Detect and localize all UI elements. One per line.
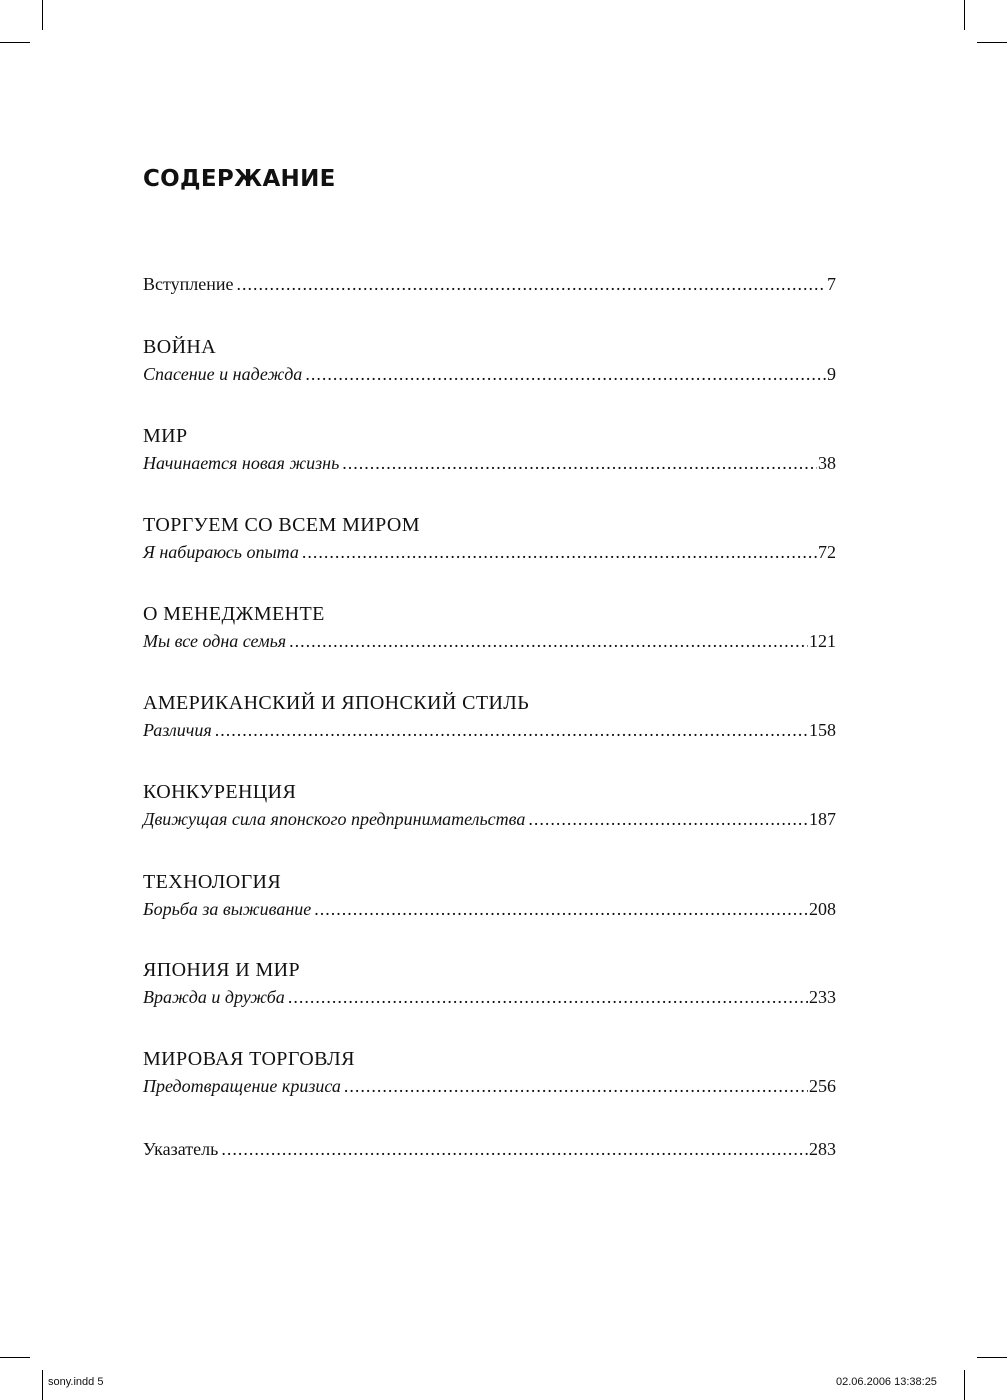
toc-section-title: ВОЙНА: [143, 336, 217, 358]
toc-entry[interactable]: [143, 629, 836, 653]
toc-entry[interactable]: [143, 807, 836, 831]
dot-leader: [221, 1137, 808, 1161]
toc-entry[interactable]: [143, 1074, 836, 1098]
toc-entry[interactable]: [143, 718, 836, 742]
toc-entry[interactable]: [143, 362, 836, 386]
crop-mark-top-left-vertical: [42, 0, 43, 30]
toc-entry-label: Начинается новая жизнь: [143, 453, 340, 473]
toc-entry-page: 283: [809, 1139, 836, 1159]
toc-entry-index[interactable]: [143, 1137, 836, 1161]
toc-entry-page: 72: [818, 542, 836, 562]
dot-leader: [528, 807, 808, 831]
dot-leader: [314, 897, 808, 921]
toc-section-title: О МЕНЕДЖМЕНТЕ: [143, 603, 325, 625]
dot-leader: [302, 540, 817, 564]
dot-leader: [236, 272, 826, 296]
dot-leader: [215, 718, 808, 742]
toc-section-title: МИР: [143, 425, 188, 447]
toc-entry-page: 9: [827, 364, 836, 384]
toc-entry-label: Вражда и дружба: [143, 987, 285, 1007]
toc-section-title: МИРОВАЯ ТОРГОВЛЯ: [143, 1048, 355, 1070]
toc-section-title: ТОРГУЕМ СО ВСЕМ МИРОМ: [143, 514, 420, 536]
toc-entry-page: 233: [809, 987, 836, 1007]
toc-entry-label: Движущая сила японского предпринимательства: [143, 809, 526, 829]
toc-entry[interactable]: [143, 897, 836, 921]
dot-leader: [342, 451, 817, 475]
toc-entry-label: Я набираюсь опыта: [143, 542, 299, 562]
footer-timestamp: 02.06.2006 13:38:25: [836, 1376, 937, 1388]
toc-entry-label: Различия: [143, 720, 212, 740]
toc-entry[interactable]: [143, 451, 836, 475]
crop-mark-top-right-vertical: [964, 0, 965, 30]
toc-entry-label: Мы все одна семья: [143, 631, 287, 651]
crop-mark-bottom-left-vertical: [42, 1370, 43, 1400]
crop-mark-bottom-right-horizontal: [977, 1357, 1007, 1358]
toc-entry-intro[interactable]: [143, 272, 836, 296]
toc-entry-page: 158: [809, 720, 836, 740]
toc-entry-label: Борьба за выживание: [143, 899, 312, 919]
dot-leader: [305, 362, 826, 386]
toc-section-title: АМЕРИКАНСКИЙ И ЯПОНСКИЙ СТИЛЬ: [143, 692, 530, 714]
toc-entry-page: 7: [827, 274, 836, 294]
toc-section-title: ТЕХНОЛОГИЯ: [143, 871, 282, 893]
crop-mark-bottom-left-horizontal: [0, 1357, 30, 1358]
toc-entry-page: 38: [818, 453, 836, 473]
toc-entry[interactable]: [143, 540, 836, 564]
toc-entry-label: Вступление: [143, 274, 234, 294]
footer-file-label: sony.indd 5: [48, 1376, 104, 1388]
toc-entry-page: 208: [809, 899, 836, 919]
dot-leader: [344, 1074, 808, 1098]
toc-entry-page: 256: [809, 1076, 836, 1096]
toc-entry-label: Спасение и надежда: [143, 364, 303, 384]
toc-entry-label: Предотвращение кризиса: [143, 1076, 341, 1096]
toc-section-title: КОНКУРЕНЦИЯ: [143, 781, 297, 803]
toc-entry[interactable]: [143, 985, 836, 1009]
toc-entry-page: 187: [809, 809, 836, 829]
dot-leader: [289, 629, 808, 653]
toc-entry-label: Указатель: [143, 1139, 219, 1159]
contents-heading: СОДЕРЖАНИЕ: [143, 166, 336, 192]
crop-mark-top-right-horizontal: [977, 42, 1007, 43]
crop-mark-top-left-horizontal: [0, 42, 30, 43]
dot-leader: [288, 985, 808, 1009]
toc-entry-page: 121: [809, 631, 836, 651]
crop-mark-bottom-right-vertical: [964, 1370, 965, 1400]
toc-section-title: ЯПОНИЯ И МИР: [143, 959, 301, 981]
